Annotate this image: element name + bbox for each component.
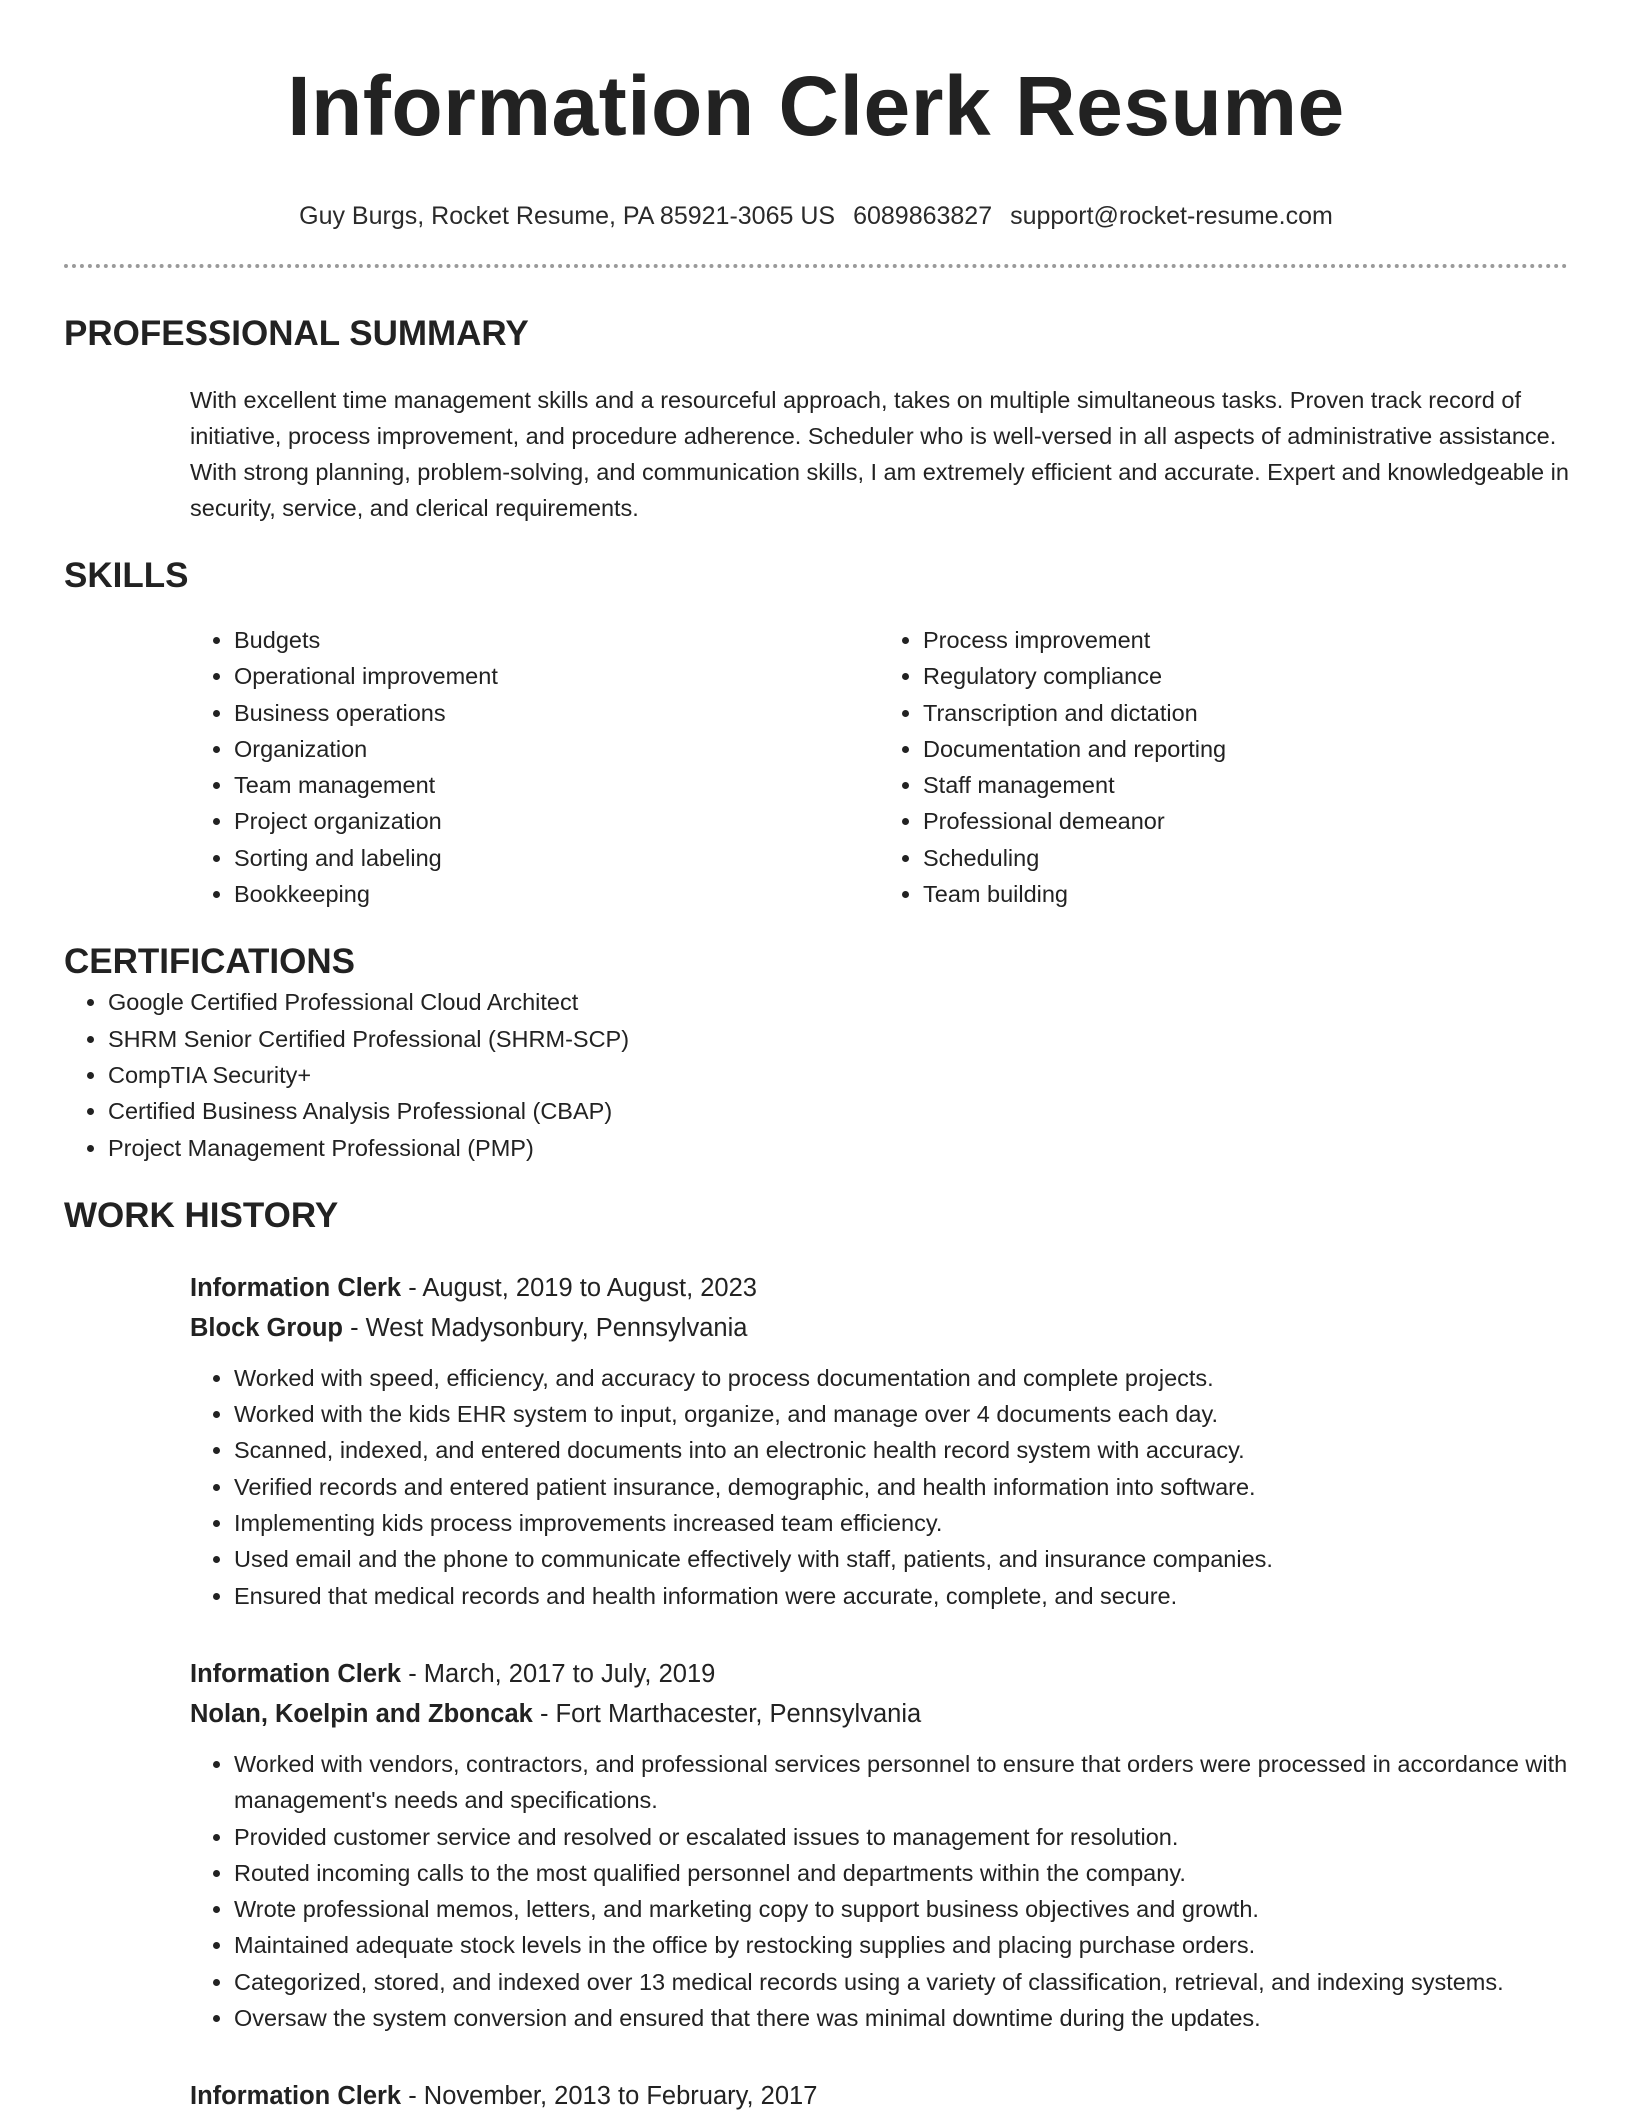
job-duty: • Ensured that medical records and health information were accurate, complete, and secure. <box>234 1578 1614 1614</box>
skill-item: • Team building <box>923 876 1568 912</box>
job-duty: • Worked with vendors, contractors, and professional services personnel to ensure that orders were processed in accordance with management's needs and specifications. <box>234 1746 1614 1819</box>
contact-line <box>64 200 1568 232</box>
job-title: Information Clerk <box>190 2082 402 2111</box>
job-dates: - August, 2019 to August, 2023 <box>401 1273 757 1302</box>
skill-item: • Process improvement <box>923 622 1568 658</box>
job-duties-list <box>190 1360 1614 1614</box>
job-duty: • Oversaw the system conversion and ensured that there was minimal downtime during the updates. <box>234 2000 1614 2036</box>
job-dates: - November, 2013 to February, 2017 <box>401 2082 818 2111</box>
job-duty: • Maintained adequate stock levels in the office by restocking supplies and placing purchase orders. <box>234 1927 1614 1963</box>
certifications-list <box>64 984 1568 1165</box>
skills-section <box>64 554 1568 912</box>
job-duty: • Routed incoming calls to the most qualified personnel and departments within the company. <box>234 1855 1614 1891</box>
job-dates: - March, 2017 to July, 2019 <box>401 1659 716 1688</box>
job-location: - Fort Marthacester, Pennsylvania <box>532 1699 922 1728</box>
certification-item: • Google Certified Professional Cloud Architect <box>108 984 1568 1020</box>
skill-item: • Team management <box>234 767 879 803</box>
contact-email: support@rocket-resume.com <box>1010 202 1333 230</box>
job-duty: • Provided customer service and resolved or escalated issues to management for resolution. <box>234 1819 1614 1855</box>
skills-list-left <box>190 622 879 912</box>
job-title-line <box>190 1654 1568 1694</box>
job-duty: • Used email and the phone to communicate effectively with staff, patients, and insurance companies. <box>234 1541 1614 1577</box>
job-company: Block Group <box>190 1313 344 1342</box>
job-title: Information Clerk <box>190 1659 402 1688</box>
certification-item: • Project Management Professional (PMP) <box>108 1130 1568 1166</box>
work-history-section <box>64 1194 1568 2116</box>
summary-text: With excellent time management skills and a resourceful approach, takes on multiple simultaneous tasks. Proven track record of initiative, process improvement, and procedure adherence. Scheduler who is well-versed in all aspects of administrative assistance. With strong planning, problem-solving, and communication skills, I am extremely efficient and accurate. Expert and knowledgeable in security, service, and clerical requirements. <box>190 387 1569 521</box>
resume-page <box>64 0 1568 2116</box>
job-title-line <box>190 1268 1568 1308</box>
certifications-section <box>64 940 1568 1165</box>
skill-item: • Business operations <box>234 695 879 731</box>
skill-item: • Staff management <box>923 767 1568 803</box>
job-duty: • Scanned, indexed, and entered documents into an electronic health record system with accuracy. <box>234 1432 1614 1468</box>
job-title-line <box>190 2076 1568 2116</box>
skill-item: • Bookkeeping <box>234 876 879 912</box>
skills-columns <box>190 622 1568 912</box>
contact-phone: 6089863827 <box>853 202 993 230</box>
resume-title: Information Clerk Resume <box>287 59 1345 153</box>
contact-address: Guy Burgs, Rocket Resume, PA 85921-3065 US <box>299 202 836 230</box>
job-duty: • Verified records and entered patient insurance, demographic, and health information into software. <box>234 1469 1614 1505</box>
skill-item: • Sorting and labeling <box>234 840 879 876</box>
job-duty: • Worked with the kids EHR system to input, organize, and manage over 4 documents each day. <box>234 1396 1614 1432</box>
skill-item: • Documentation and reporting <box>923 731 1568 767</box>
summary-section <box>64 312 1568 526</box>
job-duty: • Wrote professional memos, letters, and marketing copy to support business objectives and growth. <box>234 1891 1614 1927</box>
header-divider <box>64 264 1568 268</box>
job-entry <box>190 2076 1568 2116</box>
work-history-heading: WORK HISTORY <box>64 1195 339 1235</box>
certification-item: • SHRM Senior Certified Professional (SHRM-SCP) <box>108 1021 1568 1057</box>
job-duty: • Categorized, stored, and indexed over 13 medical records using a variety of classification, retrieval, and indexing systems. <box>234 1964 1614 2000</box>
job-company-line <box>190 1308 1568 1348</box>
skill-item: • Scheduling <box>923 840 1568 876</box>
skill-item: • Professional demeanor <box>923 803 1568 839</box>
skill-item: • Budgets <box>234 622 879 658</box>
job-entry <box>190 1654 1568 2036</box>
job-duty: • Worked with speed, efficiency, and accuracy to process documentation and complete projects. <box>234 1360 1614 1396</box>
job-company-line <box>190 1694 1568 1734</box>
skill-item: • Transcription and dictation <box>923 695 1568 731</box>
job-title: Information Clerk <box>190 1273 402 1302</box>
skill-item: • Regulatory compliance <box>923 658 1568 694</box>
job-company: Nolan, Koelpin and Zboncak <box>190 1699 533 1728</box>
skill-item: • Operational improvement <box>234 658 879 694</box>
certification-item: • CompTIA Security+ <box>108 1057 1568 1093</box>
skills-heading: SKILLS <box>64 556 189 595</box>
summary-heading: PROFESSIONAL SUMMARY <box>64 314 529 353</box>
skill-item: • Project organization <box>234 803 879 839</box>
job-duty: • Implementing kids process improvements increased team efficiency. <box>234 1505 1614 1541</box>
skill-item: • Organization <box>234 731 879 767</box>
certifications-heading: CERTIFICATIONS <box>64 942 356 982</box>
skills-list-right <box>879 622 1568 912</box>
job-location: - West Madysonbury, Pennsylvania <box>343 1313 748 1342</box>
certification-item: • Certified Business Analysis Professional (CBAP) <box>108 1093 1568 1129</box>
job-duties-list <box>190 1746 1614 2036</box>
job-entry <box>190 1268 1568 1614</box>
